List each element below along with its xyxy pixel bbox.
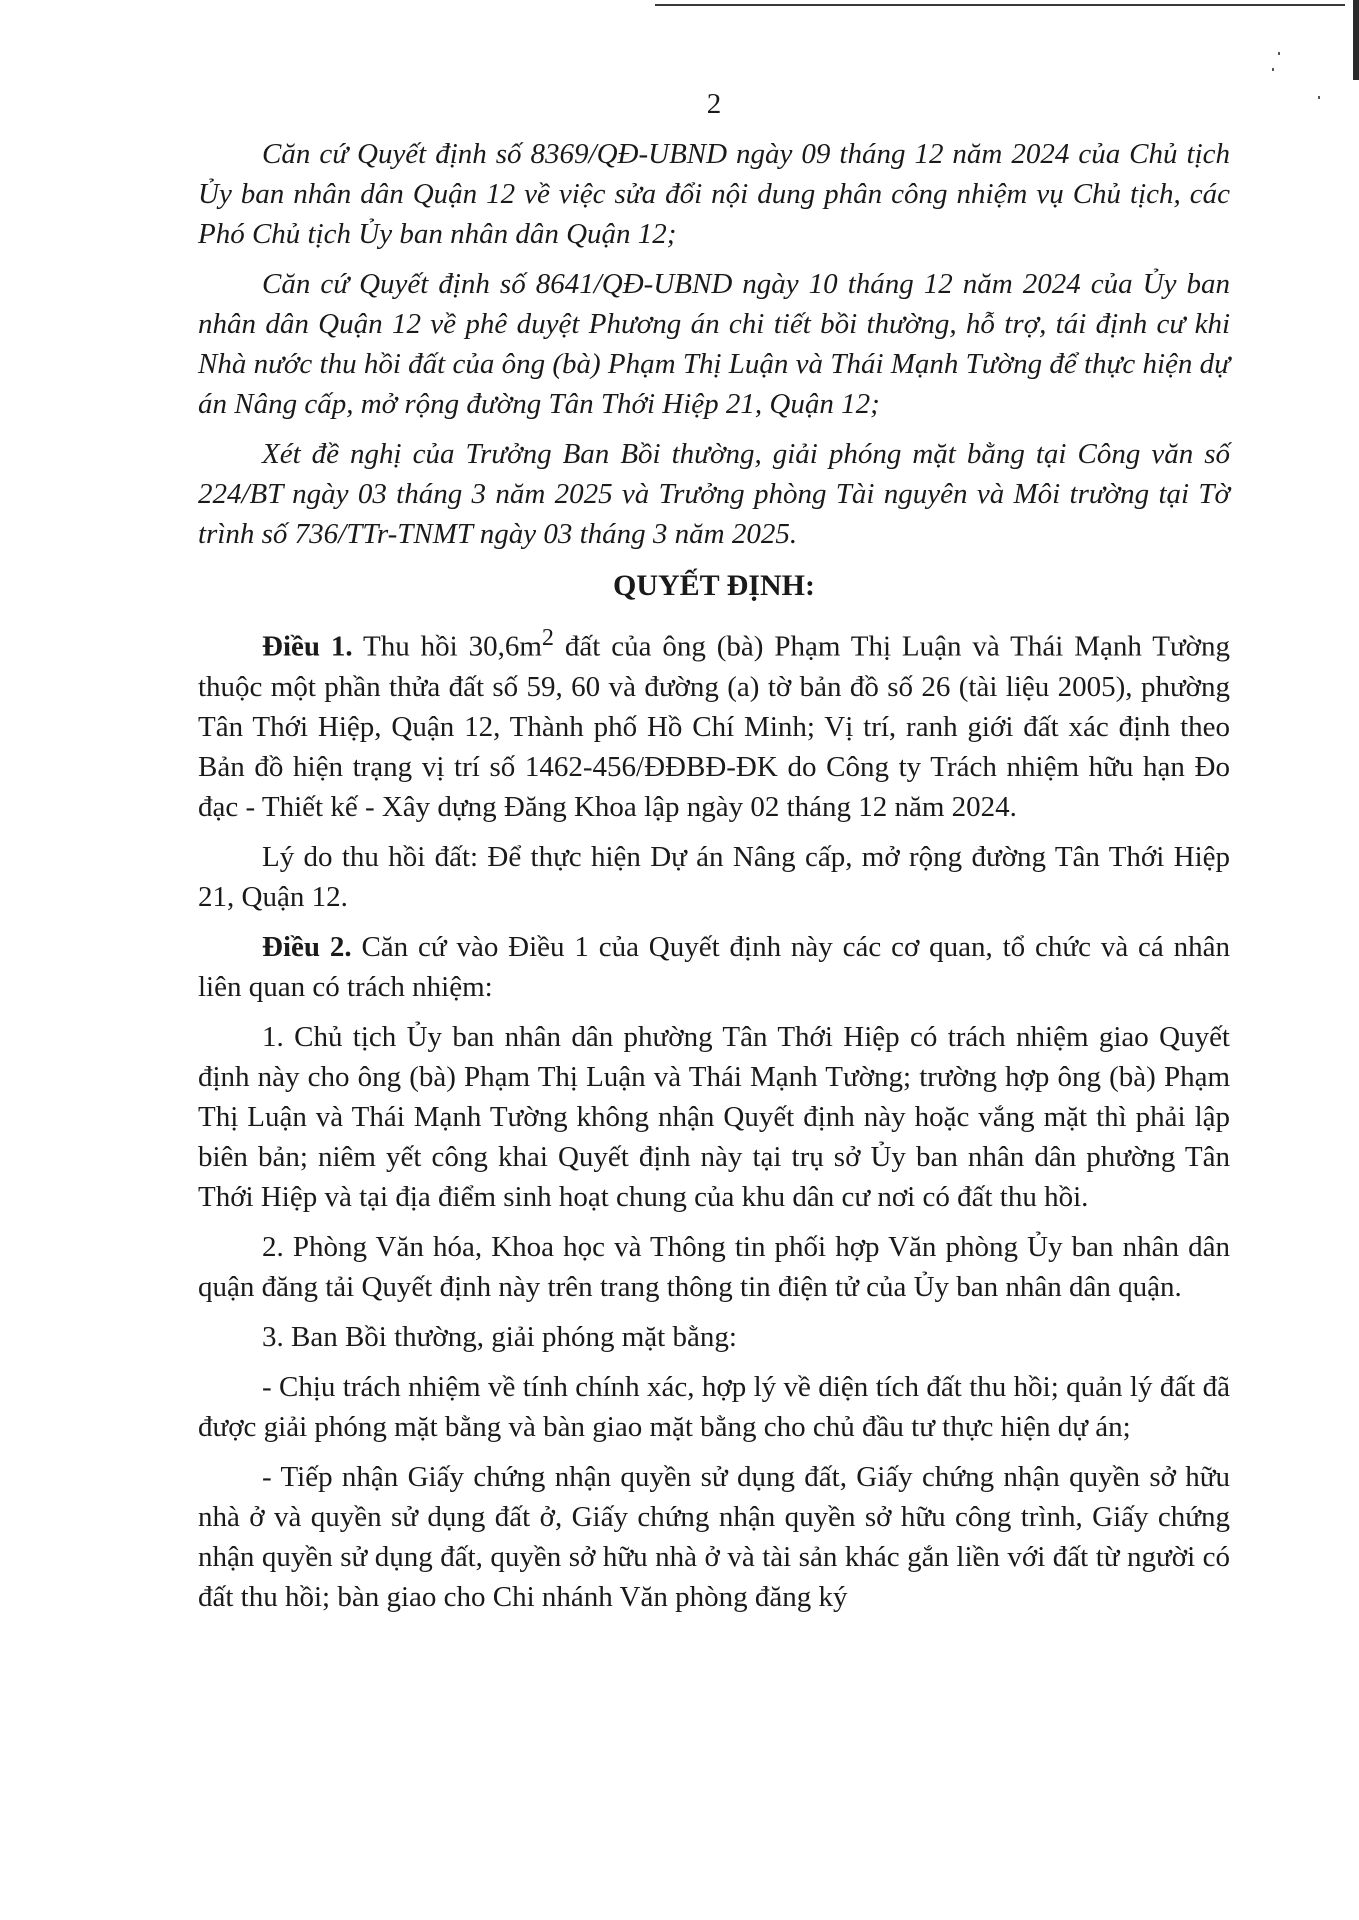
scan-speck [1318,96,1320,99]
page-number: 2 [706,88,722,120]
scan-edge-line [655,4,1345,6]
article-2-item-3: 3. Ban Bồi thường, giải phóng mặt bằng: [262,1320,737,1353]
article-2-item-3-duty-1: - Chịu trách nhiệm về tính chính xác, hợp lý về diện tích đất thu hồi; quản lý đất đã được giải phóng mặt bằng và bàn giao mặt bằng cho chủ đầu tư thực hiện dự án; [198,1370,1230,1443]
preamble-basis-1: Căn cứ Quyết định số 8369/QĐ-UBND ngày 09 tháng 12 năm 2024 của Chủ tịch Ủy ban nhân dân Quận 12 về việc sửa đổi nội dung phân công nhiệm vụ Chủ tịch, các Phó Chủ tịch Ủy ban nhân dân Quận 12; [198,138,1230,250]
article-1-text-start: Thu hồi 30,6m [352,630,542,663]
area-unit-superscript: 2 [541,624,554,651]
article-1-label: Điều 1. [262,630,353,663]
article-2-item-2: 2. Phòng Văn hóa, Khoa học và Thông tin phối hợp Văn phòng Ủy ban nhân dân quận đăng tải Quyết định này trên trang thông tin điện tử của Ủy ban nhân dân quận. [198,1230,1230,1303]
preamble-proposal: Xét đề nghị của Trưởng Ban Bồi thường, giải phóng mặt bằng tại Công văn số 224/BT ngày 03 tháng 3 năm 2025 và Trưởng phòng Tài nguyên và Môi trường tại Tờ trình số 736/TTr-TNMT ngày 03 tháng 3 năm 2025. [198,438,1230,550]
document-page [198,84,1230,1619]
scan-speck [1278,52,1280,55]
article-2 [198,927,1230,1007]
article-2-item-3-duty-2: - Tiếp nhận Giấy chứng nhận quyền sử dụng đất, Giấy chứng nhận quyền sở hữu nhà ở và quyền sử dụng đất ở, Giấy chứng nhận quyền sở hữu công trình, Giấy chứng nhận quyền sử dụng đất, quyền sở hữu nhà ở và tài sản khác gắn liền với đất từ người có đất thu hồi; bàn giao cho Chi nhánh Văn phòng đăng ký [198,1460,1230,1613]
article-1 [198,618,1230,827]
decision-heading: QUYẾT ĐỊNH: [613,569,815,602]
scan-speck [1272,68,1274,71]
article-1-text-rest: đất của ông (bà) Phạm Thị Luận và Thái Mạnh Tường thuộc một phần thửa đất số 59, 60 và đường (a) tờ bản đồ số 26 (tài liệu 2005), phường Tân Thới Hiệp, Quận 12, Thành phố Hồ Chí Minh; Vị trí, ranh giới đất xác định theo Bản đồ hiện trạng vị trí số 1462-456/ĐĐBĐ-ĐK do Công ty Trách nhiệm hữu hạn Đo đạc - Thiết kế - Xây dựng Đăng Khoa lập ngày 02 tháng 12 năm 2024. [198,630,1231,823]
article-2-label: Điều 2. [262,930,352,963]
article-2-text: Căn cứ vào Điều 1 của Quyết định này các cơ quan, tổ chức và cá nhân liên quan có trách nhiệm: [198,930,1231,1003]
article-2-item-1: 1. Chủ tịch Ủy ban nhân dân phường Tân Thới Hiệp có trách nhiệm giao Quyết định này cho ông (bà) Phạm Thị Luận và Thái Mạnh Tường; trường hợp ông (bà) Phạm Thị Luận và Thái Mạnh Tường không nhận Quyết định này hoặc vắng mặt thì phải lập biên bản; niêm yết công khai Quyết định này tại trụ sở Ủy ban nhân dân phường Tân Thới Hiệp và tại địa điểm sinh hoạt chung của khu dân cư nơi có đất thu hồi. [198,1020,1230,1213]
article-1-reason: Lý do thu hồi đất: Để thực hiện Dự án Nâng cấp, mở rộng đường Tân Thới Hiệp 21, Quận 12. [198,840,1230,913]
scan-edge-mark [1353,0,1359,80]
preamble-basis-2: Căn cứ Quyết định số 8641/QĐ-UBND ngày 10 tháng 12 năm 2024 của Ủy ban nhân dân Quận 12 về phê duyệt Phương án chi tiết bồi thường, hỗ trợ, tái định cư khi Nhà nước thu hồi đất của ông (bà) Phạm Thị Luận và Thái Mạnh Tường để thực hiện dự án Nâng cấp, mở rộng đường Tân Thới Hiệp 21, Quận 12; [198,268,1230,420]
